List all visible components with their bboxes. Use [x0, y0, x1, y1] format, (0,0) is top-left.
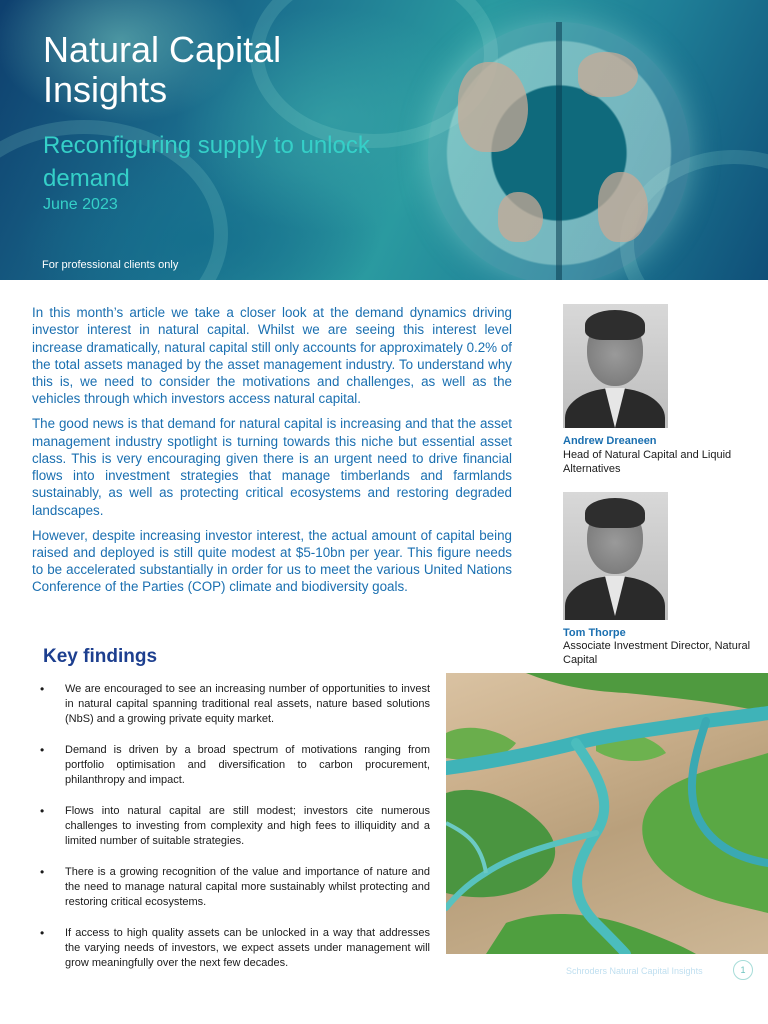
author-role: Head of Natural Capital and Liquid Alternatives [563, 449, 732, 475]
list-item [40, 865, 430, 910]
list-item [40, 804, 430, 849]
title-line-2: Insights [43, 69, 168, 110]
page-number: 1 [733, 960, 753, 980]
intro-paragraph: The good news is that demand for natural capital is increasing and that the asset management industry spotlight is turning towards this niche but essential asset class. This is very encouraging given there is an urgent need to drive financial flows into investment strategies that manage timberlands and farmlands sustainably, as well as protecting critical ecosystems and restoring degraded landscapes. [32, 416, 512, 518]
globe-image [428, 22, 690, 280]
publication-date: June 2023 [43, 196, 118, 213]
author-photo-tom [563, 492, 668, 620]
title-line-1: Natural Capital [43, 29, 282, 70]
author-name: Tom Thorpe [563, 627, 626, 639]
photo-hair [585, 310, 645, 340]
footer-publication: Schroders Natural Capital Insights [566, 966, 703, 976]
bullet-icon: • [40, 743, 45, 757]
bullet-icon: • [40, 682, 45, 696]
header-banner [0, 0, 768, 280]
finding-text: Flows into natural capital are still modest; investors cite numerous challenges to investing from complexity and high fees to illiquidity and a limited number of suitable strategies. [65, 805, 430, 847]
bullet-icon: • [40, 865, 45, 879]
wetland-illustration [446, 673, 768, 954]
intro-paragraph: However, despite increasing investor interest, the actual amount of capital being raised and deployed is still quite modest at $5-10bn per year. This figure needs to be accelerated substantially in order for us to meet the various United Nations Conference of the Parties (COP) climate and biodiversity goals. [32, 527, 512, 595]
finding-text: If access to high quality assets can be unlocked in a way that addresses the varying needs of investors, we expect assets under management will grow meaningfully over the next few decades. [65, 927, 430, 969]
page-title [43, 30, 403, 110]
globe-land [578, 52, 638, 97]
finding-text: There is a growing recognition of the value and importance of nature and the need to manage natural capital more sustainably whilst protecting and restoring critical ecosystems. [65, 866, 430, 908]
list-item [40, 682, 430, 727]
finding-text: Demand is driven by a broad spectrum of motivations ranging from portfolio optimisation and diversification to carbon procurement, philanthropy and impact. [65, 744, 430, 786]
audience-note: For professional clients only [42, 259, 179, 271]
key-findings-list [40, 682, 430, 987]
globe-land [458, 62, 528, 152]
author-name: Andrew Dreaneen [563, 435, 657, 447]
globe-divider [556, 22, 562, 280]
list-item [40, 743, 430, 788]
author-role: Associate Investment Director, Natural Capital [563, 640, 751, 666]
bullet-icon: • [40, 926, 45, 940]
intro-text [32, 304, 512, 603]
list-item [40, 926, 430, 971]
finding-text: We are encouraged to see an increasing number of opportunities to invest in natural capital spanning traditional real assets, nature based solutions (NbS) and a growing private equity market. [65, 683, 430, 725]
bullet-icon: • [40, 804, 45, 818]
globe-land [498, 192, 543, 242]
key-findings-heading: Key findings [43, 646, 158, 667]
intro-paragraph: In this month’s article we take a closer look at the demand dynamics driving investor interest in natural capital. Whilst we are seeing this interest level increase dramatically, natural capital still only accounts for approximately 0.2% of the total assets managed by the asset management industry. To understand why this is, we need to consider the motivations and challenges, as well as the vehicles through which investors access natural capital. [32, 305, 512, 407]
wetland-aerial-image [446, 673, 768, 954]
page-subtitle: Reconfiguring supply to unlock demand [43, 132, 370, 192]
author-photo-andrew [563, 304, 668, 428]
globe-land [598, 172, 648, 242]
photo-hair [585, 498, 645, 528]
